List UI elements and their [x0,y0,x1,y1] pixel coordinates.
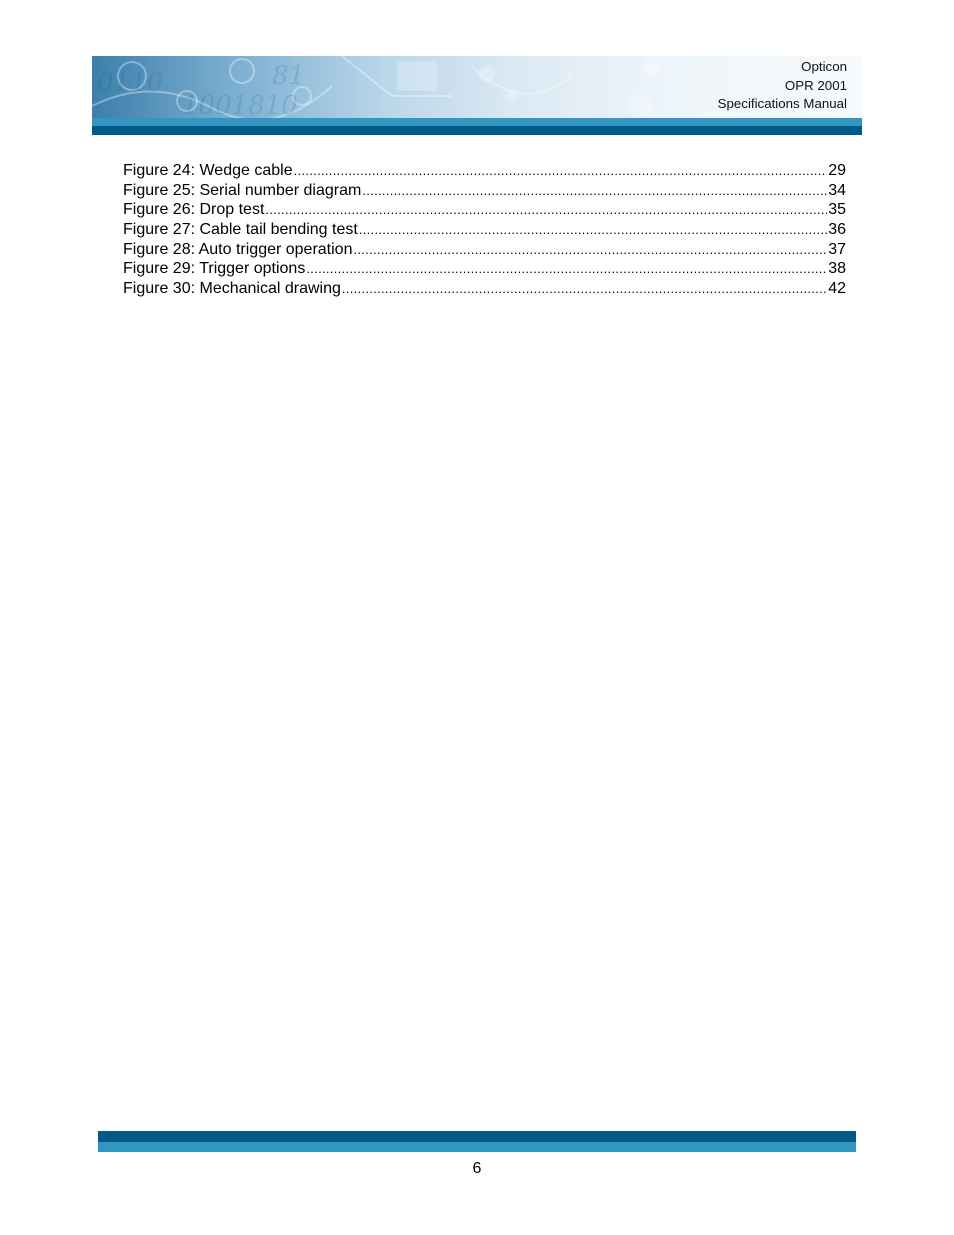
toc-entry-page: 36 [828,221,846,239]
toc-entry-label: Figure 30: Mechanical drawing [123,280,341,298]
footer-bar-dark [98,1131,856,1142]
toc-leader-dots [342,279,827,299]
toc-entry[interactable] [123,279,846,299]
toc-leader-dots [353,240,827,260]
svg-text:81: 81 [272,61,306,91]
toc-entry-page: 35 [828,201,846,219]
toc-leader-dots [294,161,828,181]
page-number: 6 [472,1160,482,1177]
svg-text:1001810: 1001810 [182,91,298,118]
toc-entry-label: Figure 28: Auto trigger operation [123,240,353,258]
toc-leader-dots [359,220,827,240]
toc-entry-label: Figure 26: Drop test [123,201,265,219]
header-company: Opticon [801,59,847,74]
toc-entry-label: Figure 27: Cable tail bending test [123,221,358,239]
toc-entry-page: 37 [828,240,846,258]
header-document-title: Specifications Manual [717,96,847,111]
toc-entry[interactable] [123,259,846,279]
header-bar-dark [92,126,862,135]
toc-entry-page: 42 [828,280,846,298]
toc-entry-label: Figure 24: Wedge cable [123,162,293,179]
toc-entry[interactable] [123,240,846,260]
footer-bar-light [98,1142,856,1152]
header-product: OPR 2001 [784,77,847,93]
toc-entry[interactable] [123,161,846,181]
toc-entry[interactable] [123,200,846,220]
toc-entry-page: 38 [828,260,846,278]
toc-entry-page: 34 [828,181,846,199]
page-header [92,56,862,135]
toc-entry[interactable] [123,220,846,240]
svg-text:0110: 0110 [97,68,164,98]
table-of-figures [123,161,846,299]
toc-entry-label: Figure 25: Serial number diagram [123,181,362,199]
toc-entry[interactable] [123,181,846,201]
toc-leader-dots [362,181,827,201]
toc-leader-dots [265,200,827,220]
toc-entry-page: 29 [828,162,846,179]
header-bar-light [92,118,862,126]
header-text-block [718,58,847,114]
toc-leader-dots [306,259,827,279]
toc-entry-label: Figure 29: Trigger options [123,260,306,278]
